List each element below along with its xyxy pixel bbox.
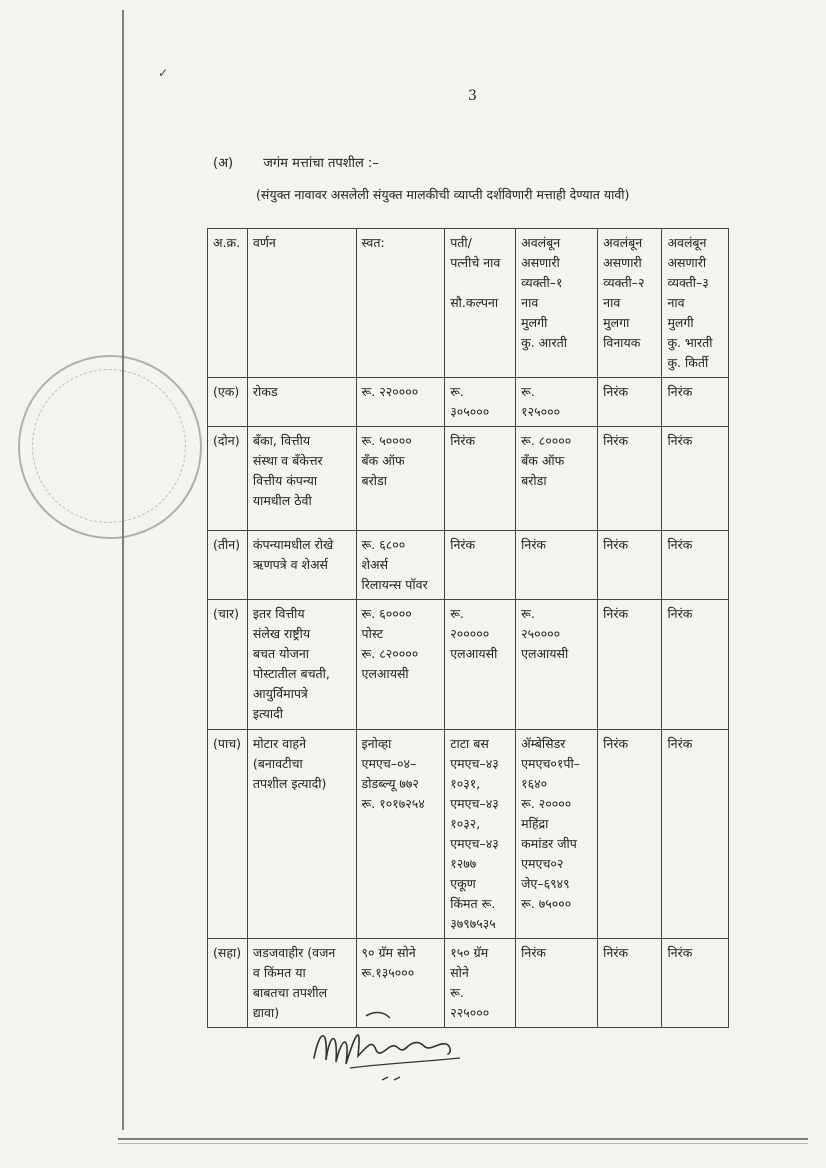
table-row	[208, 730, 729, 939]
cell-line: २०००००	[450, 626, 490, 641]
table-cell	[356, 600, 445, 730]
cell-line: एमएच–४३	[450, 836, 499, 851]
cell-line: ३७९७५३५	[450, 916, 496, 931]
cell-line: निरंक	[450, 537, 476, 552]
table-cell	[516, 531, 598, 600]
cell-line: एमएच०१पी–	[521, 756, 580, 771]
cell-line: रू. २००००	[521, 796, 572, 811]
cell-line: निरंक	[450, 433, 476, 448]
table-cell	[516, 939, 598, 1028]
table-cell	[662, 730, 729, 939]
table-cell	[445, 378, 516, 427]
cell-line: बॅंक ऑफ	[361, 453, 405, 468]
cell-line: कु. आरती	[521, 335, 567, 350]
table-cell	[662, 600, 729, 730]
cell-line: व्यक्ती–२	[603, 275, 645, 290]
cell-line: (चार)	[213, 606, 240, 621]
table-cell	[662, 939, 729, 1028]
cell-line: कमांडर जीप	[521, 836, 577, 851]
cell-line: व्यक्ती–१	[521, 275, 563, 290]
cell-line: इनोव्हा	[361, 736, 392, 751]
movable-assets-table	[207, 228, 729, 1028]
table-cell	[356, 531, 445, 600]
cell-line: १२५०००	[521, 404, 561, 419]
cell-line: असणारी	[521, 255, 560, 270]
cell-line: ३०५०००	[450, 404, 490, 419]
cell-line: नाव	[603, 295, 621, 310]
cell-line: निरंक	[603, 384, 629, 399]
table-cell	[598, 531, 662, 600]
cell-line: विनायक	[603, 335, 641, 350]
cell-line: इतर वित्तीय	[252, 606, 305, 621]
cell-line: असणारी	[667, 255, 707, 270]
signature-icon	[310, 1008, 470, 1088]
cell-line: रू. ७५०००	[521, 896, 572, 911]
cell-line: पोस्टातील बचती,	[252, 666, 330, 681]
cell-line: २५००००	[521, 626, 561, 641]
table-cell	[598, 378, 662, 427]
table-cell	[662, 427, 729, 531]
cell-line: एलआयसी	[521, 646, 569, 661]
check-mark-icon: ✓	[158, 66, 169, 80]
cell-line: निरंक	[603, 945, 629, 960]
cell-line: निरंक	[667, 433, 693, 448]
section-title: जगंम मत्तांचा तपशील :–	[263, 156, 379, 171]
cell-line: डोडब्ल्यू ७७२	[361, 776, 419, 791]
cell-line: पती/	[450, 235, 472, 250]
table-cell	[208, 600, 248, 730]
table-header-row	[208, 229, 729, 378]
cell-line: ९० ग्रॅम सोने	[361, 945, 416, 960]
cell-line: रू.	[521, 384, 535, 399]
cell-line: निरंक	[521, 537, 547, 552]
scan-border-left	[122, 10, 124, 1130]
cell-line	[450, 273, 510, 293]
table-row	[208, 531, 729, 600]
table-cell	[247, 531, 356, 600]
table-cell	[247, 730, 356, 939]
table-header-cell	[598, 229, 662, 378]
cell-line: निरंक	[667, 384, 693, 399]
cell-line: मुलगी	[667, 315, 694, 330]
cell-line: रू. ८००००	[521, 433, 572, 448]
cell-line: रू.	[450, 606, 464, 621]
section-heading	[213, 153, 379, 171]
cell-line: कु. भारती	[667, 335, 713, 350]
table-cell	[598, 730, 662, 939]
table-cell	[356, 427, 445, 531]
section-mark: (अ)	[213, 156, 234, 171]
cell-line: कंपन्यामधील रोखे	[252, 537, 334, 552]
table-cell	[598, 427, 662, 531]
table-cell	[516, 427, 598, 531]
table-cell	[516, 730, 598, 939]
cell-line: २२५०००	[450, 1005, 490, 1020]
cell-line: एमएच–०४–	[361, 756, 417, 771]
cell-line: पोस्ट	[361, 626, 384, 641]
cell-line: (दोन)	[213, 433, 240, 448]
cell-line: असणारी	[603, 255, 642, 270]
cell-line: निरंक	[521, 945, 547, 960]
cell-line: बरोडा	[361, 473, 387, 488]
cell-line: अ.क्र.	[213, 235, 241, 250]
cell-line: स्वत:	[361, 235, 385, 250]
scan-border-bottom	[118, 1138, 808, 1140]
cell-line: रू. २२००००	[361, 384, 419, 399]
section-note: (संयुक्त नावावर असलेली संयुक्त मालकीची व्याप्ती दर्शविणारी मत्ताही देण्यात यावी)	[256, 187, 630, 202]
cell-line: पत्नीचे नाव	[450, 255, 501, 270]
cell-line: रू. ६००००	[361, 606, 412, 621]
cell-line: एलआयसी	[361, 666, 409, 681]
table-cell	[445, 600, 516, 730]
cell-line: एकूण	[450, 876, 476, 891]
cell-line: महिंद्रा	[521, 816, 549, 831]
cell-line: १२७७	[450, 856, 477, 871]
cell-line: रू. ८२००००	[361, 646, 419, 661]
cell-line: अवलंबून	[667, 235, 707, 250]
cell-line: सोने	[450, 965, 469, 980]
cell-line: मोटार वाहने	[252, 736, 307, 751]
table-cell	[445, 730, 516, 939]
cell-line: नाव	[667, 295, 685, 310]
cell-line: निरंक	[667, 606, 693, 621]
cell-line: निरंक	[667, 736, 693, 751]
cell-line: रोकड	[252, 384, 278, 399]
cell-line: रू. १०१७२५४	[361, 796, 425, 811]
cell-line: शेअर्स	[361, 557, 389, 572]
cell-line: बरोडा	[521, 473, 547, 488]
table-cell	[247, 378, 356, 427]
table-cell	[247, 600, 356, 730]
cell-line: अवलंबून	[603, 235, 643, 250]
table-header-cell	[516, 229, 598, 378]
cell-line: बाबतचा तपशील	[252, 985, 328, 1000]
table-row	[208, 427, 729, 531]
cell-line: नाव	[521, 295, 539, 310]
cell-line: निरंक	[667, 945, 693, 960]
table-header-cell	[445, 229, 516, 378]
table-header-cell	[356, 229, 445, 378]
table-cell	[445, 427, 516, 531]
cell-line: (पाच)	[213, 736, 242, 751]
table-cell	[208, 531, 248, 600]
cell-line: रू.	[521, 606, 535, 621]
cell-line: (बनावटीचा	[252, 756, 303, 771]
cell-line: एलआयसी	[450, 646, 498, 661]
cell-line: संस्था व बॅंकेत्तर	[252, 453, 323, 468]
cell-line: निरंक	[603, 537, 629, 552]
cell-line: सौ.कल्पना	[450, 295, 499, 310]
cell-line: कु. किर्ती	[667, 355, 709, 370]
cell-line: वर्णन	[252, 235, 276, 250]
cell-line: द्यावा)	[252, 1005, 280, 1020]
cell-line: रू. ६८००	[361, 537, 406, 552]
cell-line: १५० ग्रॅम	[450, 945, 489, 960]
table-header-cell	[208, 229, 248, 378]
table-cell	[598, 600, 662, 730]
cell-line: रू.	[450, 384, 464, 399]
table-cell	[662, 378, 729, 427]
scan-border-bottom-inner	[118, 1143, 808, 1144]
cell-line: जडजवाहीर (वजन	[252, 945, 336, 960]
cell-line: व किंमत या	[252, 965, 306, 980]
cell-line: बॅंक ऑफ	[521, 453, 565, 468]
cell-line: यामधील ठेवी	[252, 493, 312, 508]
cell-line: मुलगा	[603, 315, 630, 330]
cell-line: जेए–६९४९	[521, 876, 570, 891]
table-cell	[208, 939, 248, 1028]
cell-line: टाटा बस	[450, 736, 489, 751]
cell-line: मुलगी	[521, 315, 548, 330]
cell-line: बचत योजना	[252, 646, 310, 661]
table-cell	[208, 378, 248, 427]
cell-line: निरंक	[603, 736, 629, 751]
cell-line: बॅंका, वित्तीय	[252, 433, 311, 448]
cell-line: वित्तीय कंपन्या	[252, 473, 318, 488]
cell-line: १०३१,	[450, 776, 481, 791]
cell-line: रू.१३५०००	[361, 965, 415, 980]
table-cell	[445, 531, 516, 600]
cell-line: १६४०	[521, 776, 548, 791]
table-cell	[598, 939, 662, 1028]
table-cell	[247, 427, 356, 531]
table-row	[208, 378, 729, 427]
table-cell	[356, 378, 445, 427]
cell-line: संलेख राष्ट्रीय	[252, 626, 311, 641]
cell-line: एमएच–४३	[450, 756, 499, 771]
cell-line: ॲम्बेसिडर	[521, 736, 566, 751]
cell-line: तपशील इत्यादी)	[252, 776, 327, 791]
cell-line: रू. ५००००	[361, 433, 412, 448]
table-row	[208, 600, 729, 730]
cell-line: रिलायन्स पॉवर	[361, 577, 428, 592]
page-number: 3	[468, 88, 477, 104]
cell-line: निरंक	[667, 537, 693, 552]
cell-line: इत्यादी	[252, 706, 284, 721]
table-cell	[662, 531, 729, 600]
table-cell	[356, 730, 445, 939]
table-cell	[208, 730, 248, 939]
cell-line: अवलंबून	[521, 235, 561, 250]
table-cell	[516, 600, 598, 730]
table-cell	[208, 427, 248, 531]
cell-line: (एक)	[213, 384, 240, 399]
cell-line: १०३२,	[450, 816, 481, 831]
table-header-cell	[247, 229, 356, 378]
cell-line: निरंक	[603, 433, 629, 448]
cell-line: निरंक	[603, 606, 629, 621]
cell-line: (सहा)	[213, 945, 242, 960]
table-cell	[516, 378, 598, 427]
cell-line: एमएच०२	[521, 856, 564, 871]
cell-line: एमएच–४३	[450, 796, 499, 811]
cell-line: व्यक्ती–३	[667, 275, 709, 290]
cell-line: रू.	[450, 985, 464, 1000]
cell-line: आयुर्विमापत्रे	[252, 686, 308, 701]
cell-line: किंमत रू.	[450, 896, 496, 911]
cell-line: ऋणपत्रे व शेअर्स	[252, 557, 329, 572]
table-header-cell	[662, 229, 729, 378]
notary-stamp-inner-ring	[32, 369, 186, 523]
cell-line: (तीन)	[213, 537, 241, 552]
